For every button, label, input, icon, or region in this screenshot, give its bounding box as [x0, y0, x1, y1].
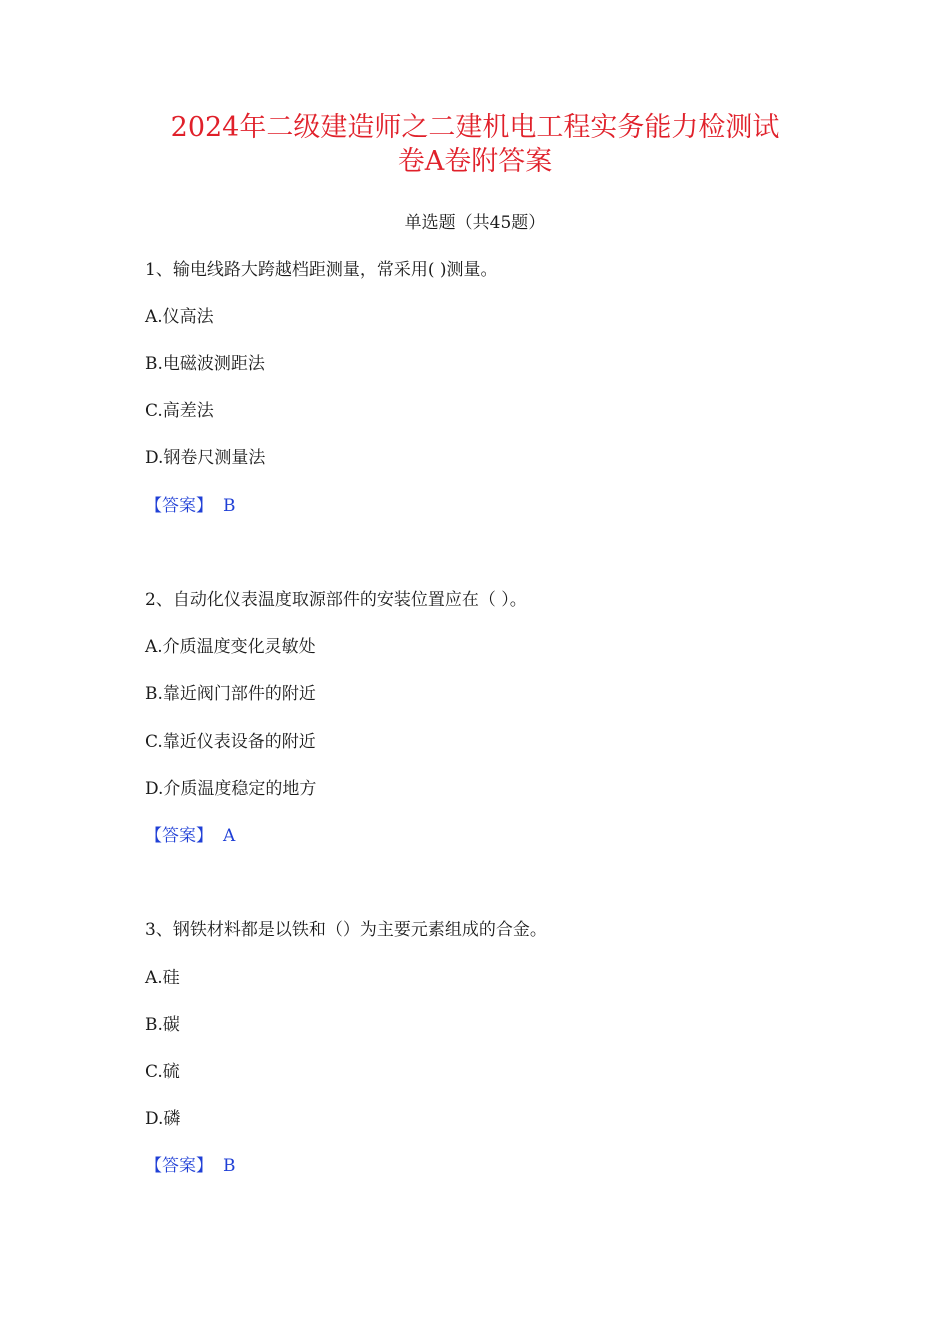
question-1-option-b: B.电磁波测距法: [145, 354, 265, 374]
document-title-line-2: 卷A卷附答案: [397, 146, 553, 177]
question-2-stem: 2、自动化仪表温度取源部件的安装位置应在（ ）。: [145, 590, 527, 610]
question-2-option-c: C.靠近仪表设备的附近: [145, 732, 316, 752]
question-1-option-c: C.高差法: [145, 401, 214, 421]
document-title-line-1: 2024年二级建造师之二建机电工程实务能力检测试: [170, 112, 780, 143]
question-1-stem: 1、输电线路大跨越档距测量，常采用( )测量。: [145, 260, 498, 280]
question-1-option-a: A.仪高法: [145, 307, 214, 327]
question-2-option-b: B.靠近阀门部件的附近: [145, 684, 316, 704]
question-3-option-c: C.硫: [145, 1062, 180, 1082]
question-3-option-a: A.硅: [145, 968, 180, 988]
question-3-answer: [145, 1154, 236, 1178]
question-3-stem: 3、钢铁材料都是以铁和（）为主要元素组成的合金。: [145, 920, 547, 940]
answer-value: A: [223, 826, 236, 846]
answer-label: 【答案】: [145, 826, 213, 846]
question-1-answer: [145, 494, 236, 518]
question-3-option-d: D.磷: [145, 1109, 181, 1129]
question-2-answer: [145, 824, 235, 848]
answer-value: B: [223, 1156, 236, 1176]
answer-value: B: [223, 496, 236, 516]
question-2-option-d: D.介质温度稳定的地方: [145, 779, 317, 799]
question-3-option-b: B.碳: [145, 1015, 180, 1035]
answer-label: 【答案】: [145, 1156, 213, 1176]
question-1-option-d: D.钢卷尺测量法: [145, 448, 266, 468]
question-2-option-a: A.介质温度变化灵敏处: [145, 637, 316, 657]
section-heading: 单选题（共45题）: [404, 213, 546, 233]
answer-label: 【答案】: [145, 496, 213, 516]
